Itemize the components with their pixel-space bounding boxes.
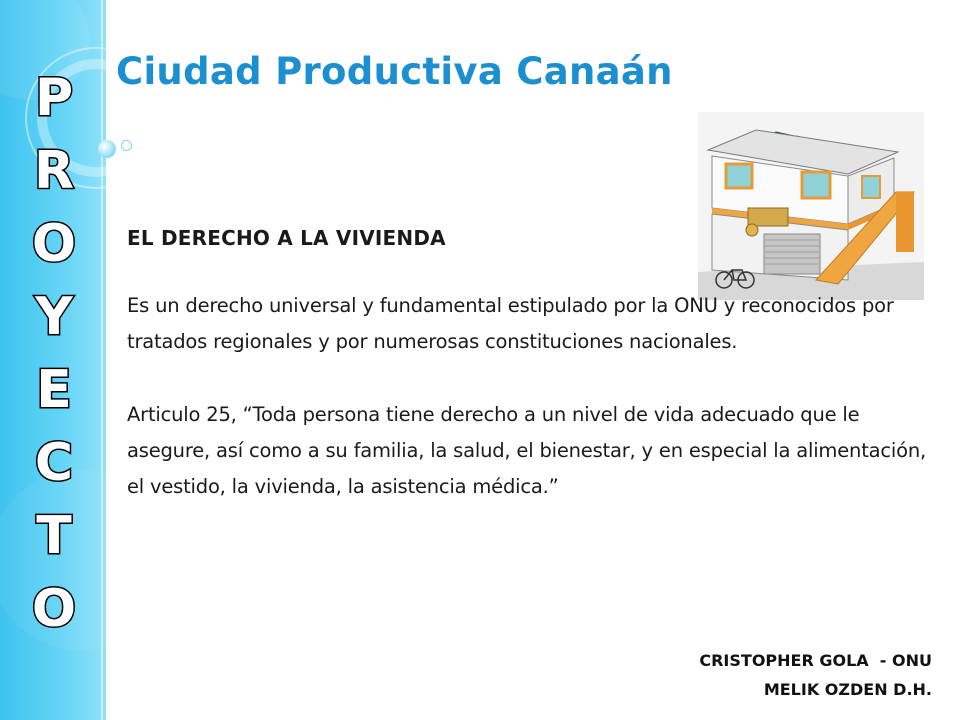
vertical-letter: P — [34, 68, 74, 128]
vertical-letter: O — [31, 579, 77, 639]
vertical-letter: R — [33, 141, 75, 201]
decorative-orb — [98, 140, 116, 158]
credit-line: CRISTOPHER GOLA - ONU — [699, 651, 932, 670]
vertical-word-proyecto — [26, 62, 82, 646]
credit-line: MELIK OZDEN D.H. — [763, 680, 932, 699]
paragraph: Es un derecho universal y fundamental estipulado por la ONU y reconocidos por tratados regionales y por numerosas constituciones nacionales. — [127, 294, 894, 353]
main-content — [127, 226, 939, 505]
paragraph: Articulo 25, “Toda persona tiene derecho a un nivel de vida adecuado que le asegure, así como a su familia, la salud, el bienestar, y en especial la alimentación, el vestido, la vivienda, la asistencia médica.” — [127, 403, 927, 498]
section-heading: EL DERECHO A LA VIVIENDA — [127, 226, 446, 250]
vertical-letter: E — [36, 360, 72, 420]
credits — [699, 646, 932, 704]
vertical-letter: Y — [35, 287, 73, 347]
vertical-letter: T — [36, 506, 72, 566]
page-title: Ciudad Productiva Canaán — [116, 50, 673, 93]
side-band — [0, 0, 106, 720]
vertical-letter: C — [34, 433, 74, 493]
decorative-orb — [121, 140, 132, 151]
vertical-letter: O — [31, 214, 77, 274]
